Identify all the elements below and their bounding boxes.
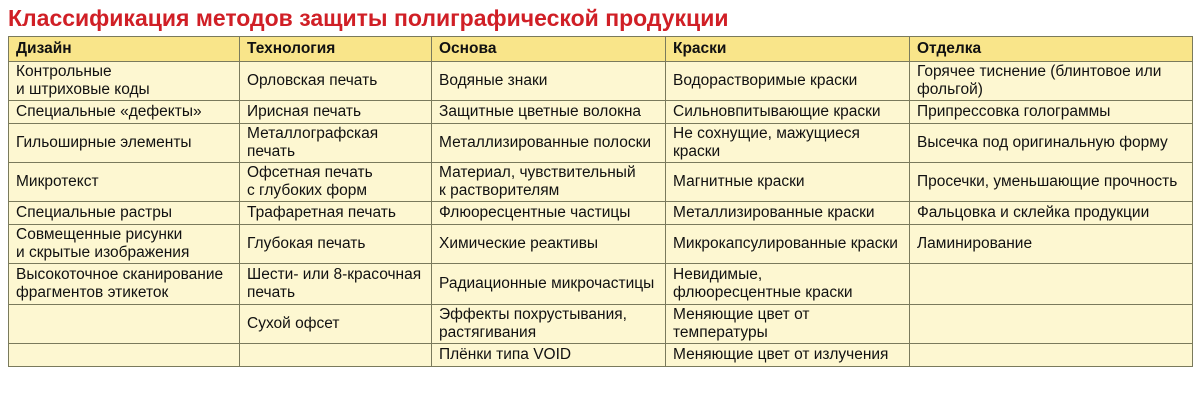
cell-design xyxy=(9,163,240,202)
cell-inks xyxy=(666,163,910,202)
cell-design xyxy=(9,305,240,344)
cell-text: Высокоточное сканирование фрагментов этикеток xyxy=(16,266,224,301)
cell-text: Материал, чувствительный к растворителям xyxy=(439,164,636,199)
cell-inks xyxy=(666,225,910,264)
cell-text: Шести- или 8-красочная печать xyxy=(247,266,422,301)
cell-base xyxy=(432,62,666,101)
cell-technology xyxy=(240,62,432,101)
cell-design xyxy=(9,264,240,305)
cell-text: Микротекст xyxy=(16,173,99,190)
table-row xyxy=(9,124,1193,163)
cell-technology xyxy=(240,202,432,225)
table-row xyxy=(9,163,1193,202)
cell-text: Совмещенные рисунки и скрытые изображения xyxy=(16,226,190,261)
cell-design xyxy=(9,344,240,367)
cell-finishing xyxy=(910,124,1193,163)
cell-text: Не сохнущие, мажущиеся краски xyxy=(673,125,860,160)
cell-inks xyxy=(666,101,910,124)
cell-finishing xyxy=(910,202,1193,225)
cell-finishing xyxy=(910,62,1193,101)
cell-inks xyxy=(666,305,910,344)
cell-design xyxy=(9,101,240,124)
cell-base xyxy=(432,101,666,124)
cell-text: Водорастворимые краски xyxy=(673,72,858,89)
cell-finishing xyxy=(910,163,1193,202)
cell-text: Ламинирование xyxy=(917,235,1033,252)
cell-inks xyxy=(666,264,910,305)
cell-text: Орловская печать xyxy=(247,72,378,89)
header-base: Основа xyxy=(432,37,666,62)
cell-technology xyxy=(240,305,432,344)
cell-text: Контрольные и штриховые коды xyxy=(16,63,150,98)
cell-technology xyxy=(240,225,432,264)
cell-text: Защитные цветные волокна xyxy=(439,103,642,120)
cell-text: Гильоширные элементы xyxy=(16,134,192,151)
header-technology: Технология xyxy=(240,37,432,62)
cell-text: Магнитные краски xyxy=(673,173,805,190)
cell-inks xyxy=(666,124,910,163)
cell-finishing xyxy=(910,101,1193,124)
table-row xyxy=(9,202,1193,225)
cell-text: Металлографская печать xyxy=(247,125,379,160)
header-finishing: Отделка xyxy=(910,37,1193,62)
cell-technology xyxy=(240,124,432,163)
table-row xyxy=(9,305,1193,344)
cell-finishing xyxy=(910,344,1193,367)
header-design: Дизайн xyxy=(9,37,240,62)
cell-text: Металлизированные полоски xyxy=(439,134,652,151)
methods-table xyxy=(8,36,1193,367)
cell-design xyxy=(9,62,240,101)
cell-text: Трафаретная печать xyxy=(247,204,396,221)
cell-technology xyxy=(240,344,432,367)
cell-inks xyxy=(666,202,910,225)
cell-design xyxy=(9,225,240,264)
cell-design xyxy=(9,124,240,163)
table-row xyxy=(9,225,1193,264)
cell-text: Припрессовка голограммы xyxy=(917,103,1111,120)
cell-base xyxy=(432,163,666,202)
cell-text: Металлизированные краски xyxy=(673,204,875,221)
cell-text: Радиационные микрочастицы xyxy=(439,275,655,292)
cell-base xyxy=(432,344,666,367)
cell-text: Сильновпитывающие краски xyxy=(673,103,881,120)
cell-text: Невидимые, флюоресцентные краски xyxy=(673,266,853,301)
cell-text: Флюоресцентные частицы xyxy=(439,204,631,221)
cell-technology xyxy=(240,163,432,202)
cell-text: Химические реактивы xyxy=(439,235,599,252)
cell-text: Микрокапсулированные краски xyxy=(673,235,898,252)
cell-text: Плёнки типа VOID xyxy=(439,346,572,363)
cell-text: Просечки, уменьшающие прочность xyxy=(917,173,1178,190)
cell-inks xyxy=(666,344,910,367)
cell-text: Специальные «дефекты» xyxy=(16,103,202,120)
cell-base xyxy=(432,124,666,163)
cell-technology xyxy=(240,101,432,124)
cell-finishing xyxy=(910,305,1193,344)
table-row xyxy=(9,101,1193,124)
cell-text: Фальцовка и склейка продукции xyxy=(917,204,1150,221)
table-row xyxy=(9,62,1193,101)
cell-technology xyxy=(240,264,432,305)
header-row xyxy=(9,37,1193,62)
cell-text: Ирисная печать xyxy=(247,103,362,120)
cell-text: Высечка под оригинальную форму xyxy=(917,134,1168,151)
cell-finishing xyxy=(910,225,1193,264)
cell-base xyxy=(432,305,666,344)
cell-inks xyxy=(666,62,910,101)
cell-text: Эффекты похрустывания, растягивания xyxy=(439,306,627,341)
cell-text: Специальные растры xyxy=(16,204,172,221)
cell-base xyxy=(432,202,666,225)
header-inks: Краски xyxy=(666,37,910,62)
cell-text: Горячее тиснение (блинтовое или фольгой) xyxy=(917,63,1162,98)
page-title: Классификация методов защиты полиграфической продукции xyxy=(8,5,729,31)
cell-base xyxy=(432,225,666,264)
cell-text: Глубокая печать xyxy=(247,235,366,252)
cell-text: Меняющие цвет от температуры xyxy=(673,306,810,341)
table-row xyxy=(9,264,1193,305)
cell-text: Офсетная печать с глубоких форм xyxy=(247,164,373,199)
cell-design xyxy=(9,202,240,225)
cell-finishing xyxy=(910,264,1193,305)
cell-text: Водяные знаки xyxy=(439,72,548,89)
cell-base xyxy=(432,264,666,305)
cell-text: Меняющие цвет от излучения xyxy=(673,346,889,363)
cell-text: Сухой офсет xyxy=(247,315,340,332)
table-row xyxy=(9,344,1193,367)
